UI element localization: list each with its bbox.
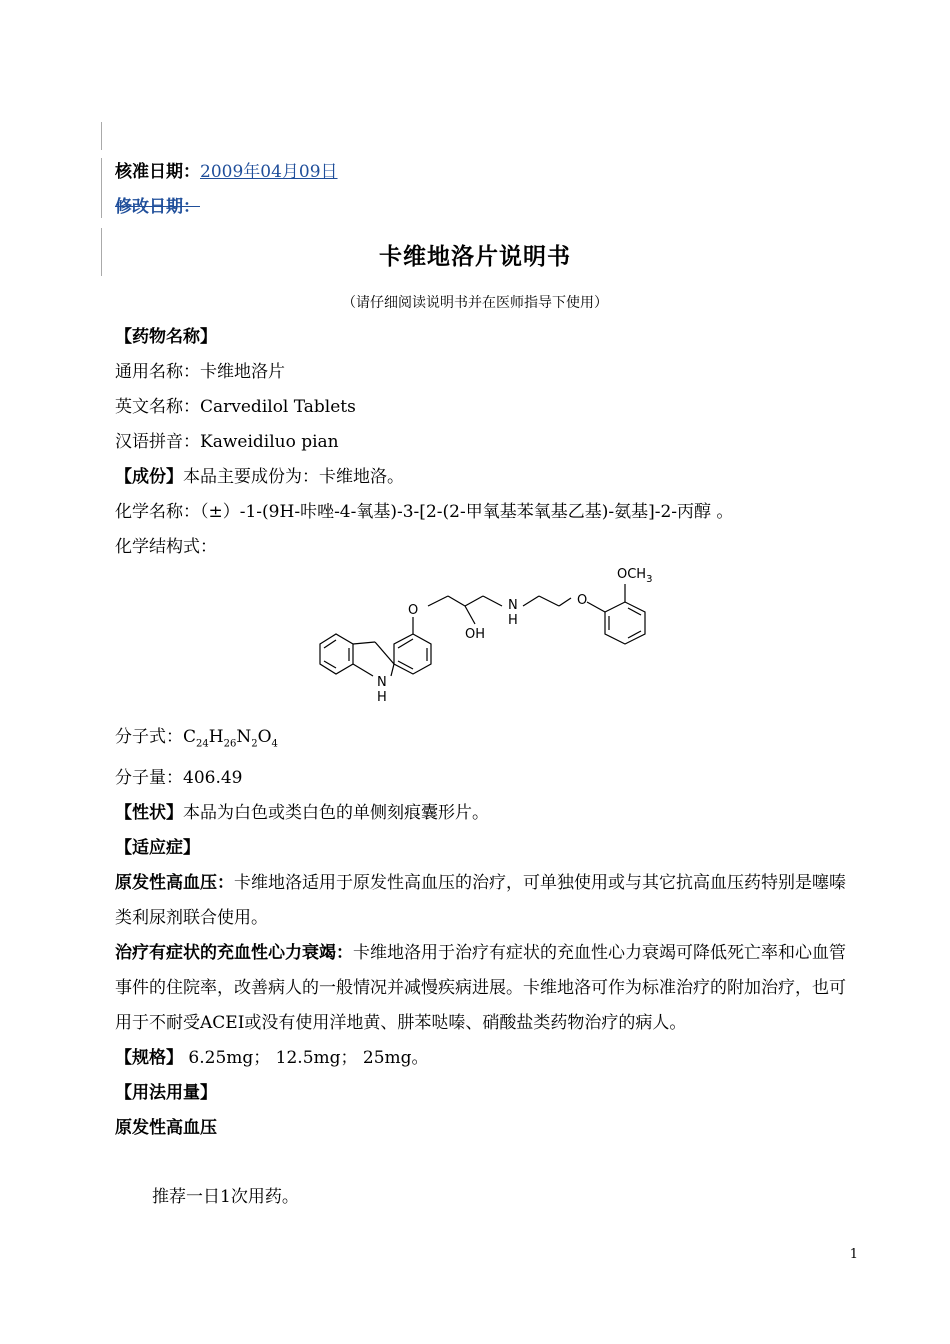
drug-name-section xyxy=(115,320,860,565)
approval-date: 2009年04月09日 xyxy=(200,162,338,182)
oxygen-label-1: O xyxy=(408,603,419,618)
indication-hypertension xyxy=(115,866,860,936)
generic-name: 通用名称：卡维地洛片 xyxy=(115,362,285,382)
properties-line xyxy=(115,796,860,831)
oxygen-label-2: O xyxy=(577,593,588,608)
revision-bar xyxy=(101,122,102,150)
composition-text: 本品主要成份为：卡维地洛。 xyxy=(183,467,404,487)
specification-text: 6.25mg； 12.5mg； 25mg。 xyxy=(183,1048,429,1069)
indication-heart-failure xyxy=(115,936,860,1041)
dosage-subheading: 原发性高血压 xyxy=(115,1118,217,1139)
molecular-weight: 分子量：406.49 xyxy=(115,768,243,789)
pinyin-name: 汉语拼音：Kaweidiluo pian xyxy=(115,432,339,452)
approval-label: 核准日期： xyxy=(115,162,200,182)
hypertension-text: 卡维地洛适用于原发性高血压的治疗，可单独使用或与其它抗高血压药特别是噻嗪类利尿剂联合使用。 xyxy=(115,873,846,929)
indications-heading: 【适应症】 xyxy=(115,838,200,859)
document-subtitle: （请仔细阅读说明书并在医师指导下使用） xyxy=(342,295,608,311)
chemical-structure-diagram xyxy=(315,562,675,712)
ring-hydrogen-label: H xyxy=(377,690,387,705)
composition-line xyxy=(115,460,860,495)
methoxy-label: $OCH_3$ xyxy=(617,567,653,585)
revision-date-line xyxy=(115,195,200,219)
chemical-name: 化学名称：（±）-1-(9H-咔唑-4-氧基)-3-[2-(2-甲氧基苯氧基乙基)-氨基]-2-丙醇 。 xyxy=(115,502,734,522)
dosage-heading: 【用法用量】 xyxy=(115,1083,217,1104)
drug-name-heading: 【药物名称】 xyxy=(115,327,217,347)
specification-line xyxy=(115,1041,860,1076)
english-name: 英文名称：Carvedilol Tablets xyxy=(115,397,356,417)
chain-nitrogen-label: N xyxy=(508,598,518,613)
formula-section xyxy=(115,720,860,1146)
revision-label: 修改日期： xyxy=(115,197,200,217)
page-number: 1 xyxy=(849,1247,858,1262)
composition-heading: 【成份】 xyxy=(115,467,183,487)
approval-date-line xyxy=(115,160,338,184)
heart-failure-text: 卡维地洛用于治疗有症状的充血性心力衰竭可降低死亡率和心血管事件的住院率，改善病人的一般情况并减慢疾病进展。卡维地洛可作为标准治疗的附加治疗，也可用于不耐受ACEI或没有使用洋地黄、肼苯哒嗪、硝酸盐类药物治疗的病人。 xyxy=(115,943,846,1034)
hydroxyl-label: OH xyxy=(465,627,486,642)
dosage-text: 推荐一日1次用药。 xyxy=(152,1187,299,1207)
properties-heading: 【性状】 xyxy=(115,803,183,824)
heart-failure-title: 治疗有症状的充血性心力衰竭： xyxy=(115,943,353,964)
structure-label: 化学结构式： xyxy=(115,537,217,557)
molecular-formula: 分子式：$C_{24}H_{26}N_2O_4$ xyxy=(115,727,278,750)
properties-text: 本品为白色或类白色的单侧刻痕囊形片。 xyxy=(183,803,489,824)
document-title: 卡维地洛片说明书 xyxy=(379,244,571,270)
revision-bar xyxy=(101,158,102,218)
ring-nitrogen-label: N xyxy=(377,675,387,690)
chain-hydrogen-label: H xyxy=(508,613,518,628)
specification-heading: 【规格】 xyxy=(115,1048,183,1069)
hypertension-title: 原发性高血压： xyxy=(115,873,234,894)
